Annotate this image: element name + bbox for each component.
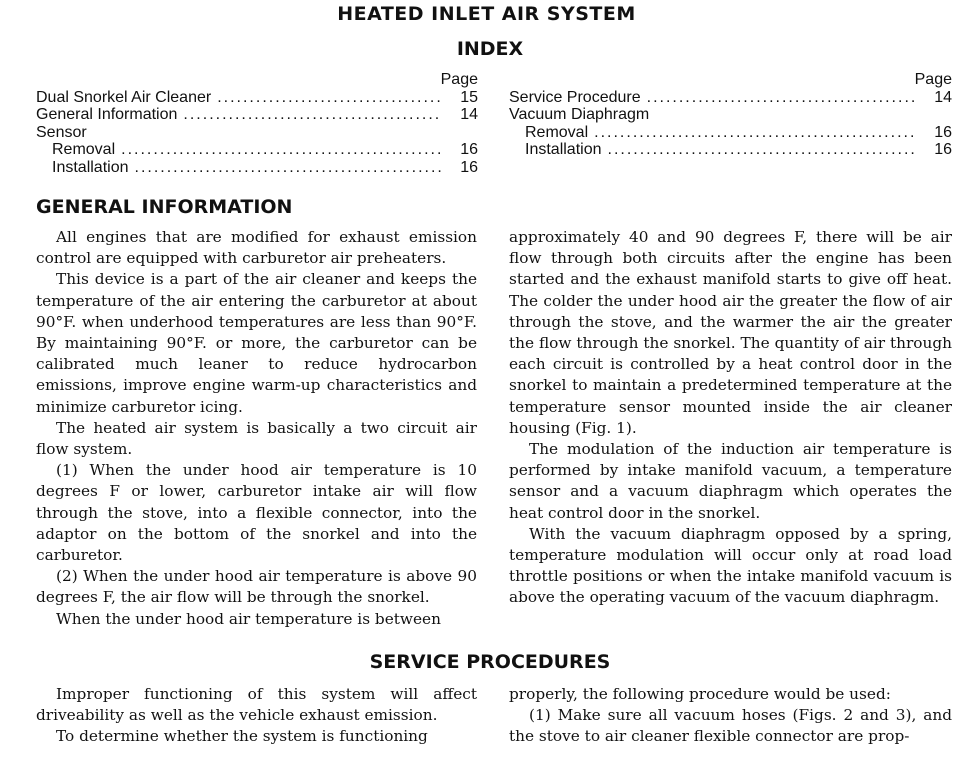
paragraph: The modulation of the induction air temperature is performed by intake manifold vacuum, a temperature sensor and a vacuum diaphragm which operates the heat control door in the snorkel. [509,440,952,522]
index-entry-page: 16 [460,158,478,176]
index-entry[interactable] [509,89,952,107]
general-information-right-column [509,227,952,609]
index-page-label: Page [440,71,478,88]
service-procedures-right-column [509,684,952,748]
index-left-column [36,71,478,176]
dot-leader [135,159,443,177]
index-right-column [509,71,952,159]
paragraph: All engines that are modified for exhaust emission control are equipped with carburetor air preheaters. [36,228,477,268]
index-entry[interactable] [36,159,478,177]
index-entry-label: Service Procedure [509,88,641,106]
index-entry[interactable] [509,124,952,142]
service-procedures-left-column [36,684,477,748]
index-entry-page: 16 [934,141,952,158]
index-entry[interactable] [509,141,952,159]
dot-leader [594,124,916,142]
index-entry-page: 16 [460,141,478,158]
service-procedures-heading: SERVICE PROCEDURES [369,651,611,673]
dot-leader [217,89,442,107]
paragraph: With the vacuum diaphragm opposed by a spring, temperature modulation will occur only at road load throttle positions or when the intake manifold vacuum is above the operating vacuum of the vacuum diaphragm. [509,524,952,607]
dot-leader [608,141,917,159]
index-entry-label: General Information [36,106,178,123]
index-entry[interactable] [36,89,478,107]
dot-leader [121,141,442,159]
index-entry[interactable] [36,141,478,159]
index-entry-label: Installation [52,158,129,176]
index-entry[interactable] [36,124,478,142]
index-entry-page: 14 [460,106,478,123]
paragraph: When the under hood air temperature is between [56,609,441,628]
paragraph: (1) When the under hood air temperature is 10 degrees F or lower, carburetor intake air will flow through the stove, into a flexible connector, into the adaptor on the bottom of the snorkel and into the carburetor. [36,461,477,565]
dot-leader [647,89,916,107]
index-entry-page: 16 [934,123,952,141]
index-page-label: Page [914,71,952,88]
index-entry-page: 15 [460,88,478,106]
paragraph: To determine whether the system is functioning [56,727,428,746]
page-title: HEATED INLET AIR SYSTEM [337,3,636,25]
paragraph: properly, the following procedure would be used: [509,685,891,703]
paragraph: The heated air system is basically a two circuit air flow system. [36,418,477,459]
index-entry-label: Removal [525,123,589,141]
index-entry-label: Removal [52,141,116,158]
index-entry-label: Vacuum Diaphragm [509,106,650,123]
index-entry-page: 14 [934,88,952,106]
index-entry-label: Installation [525,141,602,158]
index-entry[interactable] [509,106,952,124]
index-heading: INDEX [456,38,524,60]
paragraph: This device is a part of the air cleaner and keeps the temperature of the air entering the carburetor at about 90°F. when underhood temperatures are less than 90°F. By maintaining 90°F. or more, the carburetor can be calibrated much leaner to reduce hydrocarbon emissions, improve engine warm-up characteristics and minimize carburetor icing. [36,270,477,416]
paragraph: Improper functioning of this system will affect driveability as well as the vehicle exhaust emission. [36,685,477,725]
index-entry-label: Sensor [36,123,87,141]
index-entry[interactable] [36,106,478,124]
dot-leader [183,106,442,124]
general-information-left-column [36,227,477,630]
paragraph: (2) When the under hood air temperature is above 90 degrees F, the air flow will be through the snorkel. [36,567,477,607]
paragraph: approximately 40 and 90 degrees F, there will be air flow through both circuits after the engine has been started and the exhaust manifold starts to give off heat. The colder the under hood air the greater the flow of air through the stove, and the warmer the air the greater the flow through the snorkel. The quantity of air through each circuit is controlled by a heat control door in the snorkel to maintain a predetermined temperature at the temperature sensor mounted inside the air cleaner housing (Fig. 1). [509,228,952,437]
index-entry-label: Dual Snorkel Air Cleaner [36,88,212,106]
paragraph: (1) Make sure all vacuum hoses (Figs. 2 and 3), and the stove to air cleaner flexible connector are prop- [509,706,952,746]
general-information-heading: GENERAL INFORMATION [36,196,293,218]
